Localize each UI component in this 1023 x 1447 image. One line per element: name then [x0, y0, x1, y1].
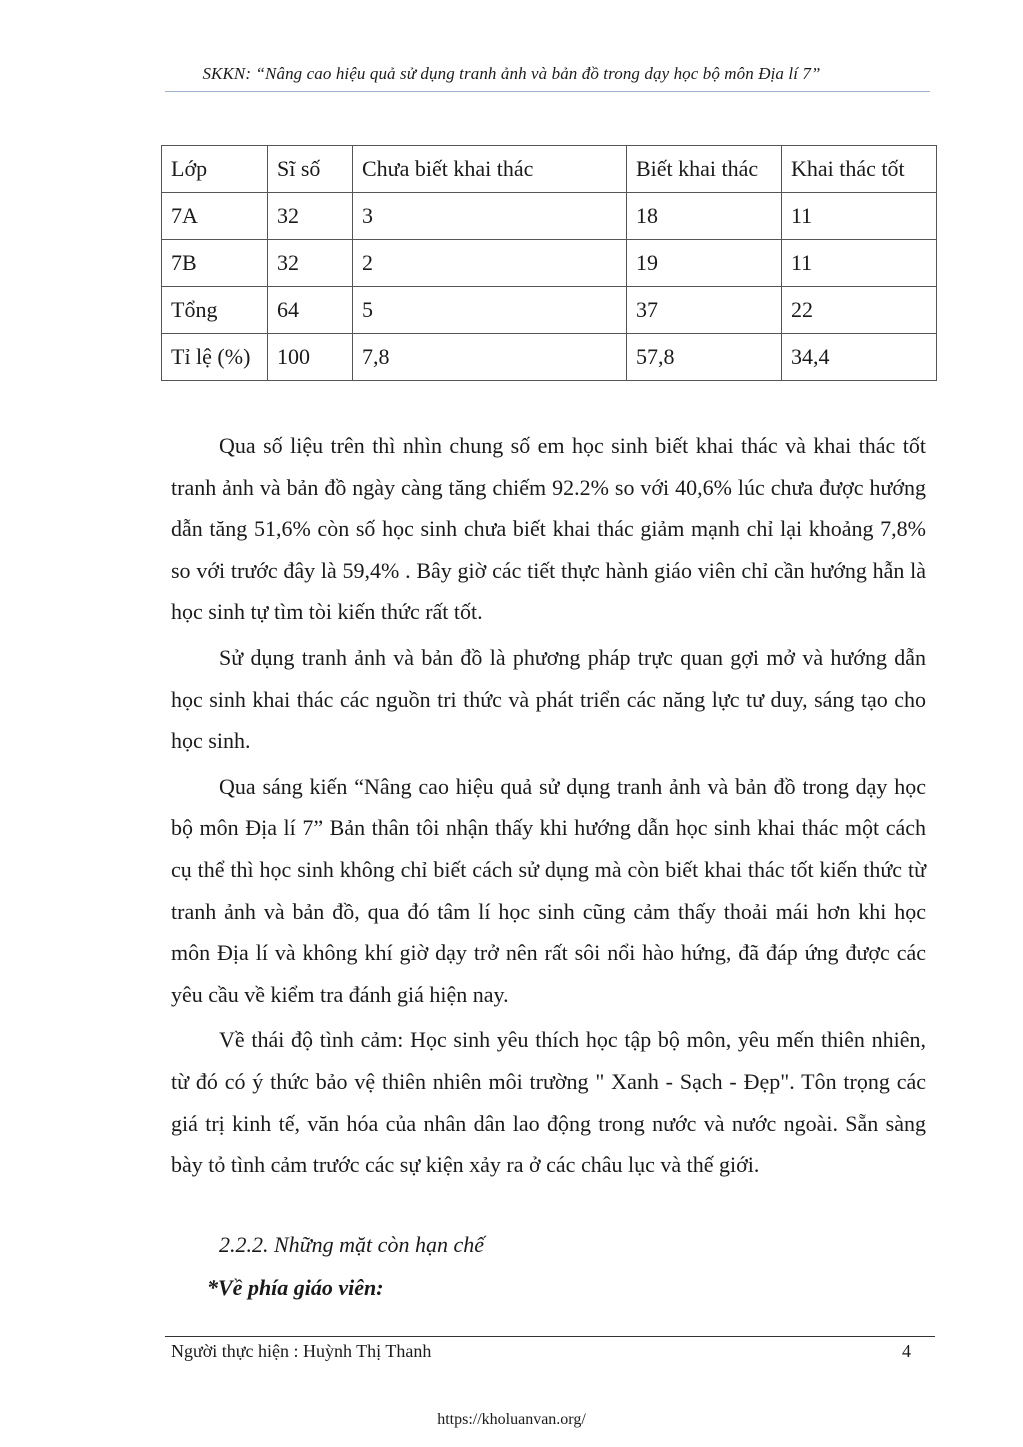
table-cell: 19: [627, 240, 782, 287]
header-divider: [165, 91, 930, 92]
table-cell: Tổng: [162, 287, 268, 334]
table-cell: 3: [353, 193, 627, 240]
table-cell: 11: [782, 240, 937, 287]
sub-heading: *Về phía giáo viên:: [207, 1275, 384, 1300]
table-cell: 37: [627, 287, 782, 334]
table-header-cell: Chưa biết khai thác: [353, 146, 627, 193]
table-cell: 7B: [162, 240, 268, 287]
table-header-cell: Biết khai thác: [627, 146, 782, 193]
table-cell: 5: [353, 287, 627, 334]
section-heading: 2.2.2. Những mặt còn hạn chế: [219, 1232, 484, 1257]
page-number: 4: [902, 1341, 911, 1361]
table-header-cell: Sĩ số: [268, 146, 353, 193]
paragraph: Sử dụng tranh ảnh và bản đồ là phương pháp trực quan gợi mở và hướng dẫn học sinh khai thác các nguồn tri thức và phát triển các năng lực tư duy, sáng tạo cho học sinh.: [171, 644, 926, 754]
table-header-cell: Khai thác tốt: [782, 146, 937, 193]
table-cell: 100: [268, 334, 353, 381]
table-cell: 34,4: [782, 334, 937, 381]
page-header-title: SKKN: “Nâng cao hiệu quả sử dụng tranh ảnh và bản đồ trong dạy học bộ môn Địa lí 7”: [202, 64, 821, 83]
table-cell: 64: [268, 287, 353, 334]
paragraph: Qua sáng kiến “Nâng cao hiệu quả sử dụng tranh ảnh và bản đồ trong dạy học bộ môn Địa lí 7” Bản thân tôi nhận thấy khi hướng dẫn học sinh khai thác một cách cụ thể thì học sinh không chỉ biết cách sử dụng mà còn biết khai thác tốt kiến thức từ tranh ảnh và bản đồ, qua đó tâm lí học sinh cũng cảm thấy thoải mái hơn khi học môn Địa lí và không khí giờ dạy trở nên rất sôi nổi hào hứng, đã đáp ứng được các yêu cầu về kiểm tra đánh giá hiện nay.: [171, 773, 926, 1007]
table-row: [162, 193, 937, 240]
table-cell: 2: [353, 240, 627, 287]
table-cell: 32: [268, 240, 353, 287]
table-cell: 22: [782, 287, 937, 334]
paragraph: Qua số liệu trên thì nhìn chung số em học sinh biết khai thác và khai thác tốt tranh ảnh và bản đồ ngày càng tăng chiếm 92.2% so với 40,6% lúc chưa được hướng dẫn tăng 51,6% còn số học sinh chưa biết khai thác giảm mạnh chỉ lại khoảng 7,8% so với trước đây là 59,4% . Bây giờ các tiết thực hành giáo viên chỉ cần hướng hẫn là học sinh tự tìm tòi kiến thức rất tốt.: [171, 433, 926, 625]
table-cell: 7A: [162, 193, 268, 240]
body-text: [171, 425, 926, 1186]
table-header-cell: Lớp: [162, 146, 268, 193]
source-url-link[interactable]: https://kholuanvan.org/: [437, 1411, 586, 1428]
table-row: [162, 334, 937, 381]
table-cell: 18: [627, 193, 782, 240]
statistics-table: [161, 145, 937, 381]
table-row: [162, 240, 937, 287]
table-cell: 11: [782, 193, 937, 240]
table-cell: 32: [268, 193, 353, 240]
table-row: [162, 287, 937, 334]
table-cell: Tỉ lệ (%): [162, 334, 268, 381]
paragraph: Về thái độ tình cảm: Học sinh yêu thích học tập bộ môn, yêu mến thiên nhiên, từ đó có ý thức bảo vệ thiên nhiên môi trường " Xanh - Sạch - Đẹp". Tôn trọng các giá trị kinh tế, văn hóa của nhân dân lao động trong nước và nước ngoài. Sẵn sàng bày tỏ tình cảm trước các sự kiện xảy ra ở các châu lục và thế giới.: [171, 1027, 926, 1178]
table-header-row: [162, 146, 937, 193]
table-cell: 7,8: [353, 334, 627, 381]
table-cell: 57,8: [627, 334, 782, 381]
footer-author: Người thực hiện : Huỳnh Thị Thanh: [171, 1341, 432, 1361]
footer-divider: [165, 1336, 935, 1337]
